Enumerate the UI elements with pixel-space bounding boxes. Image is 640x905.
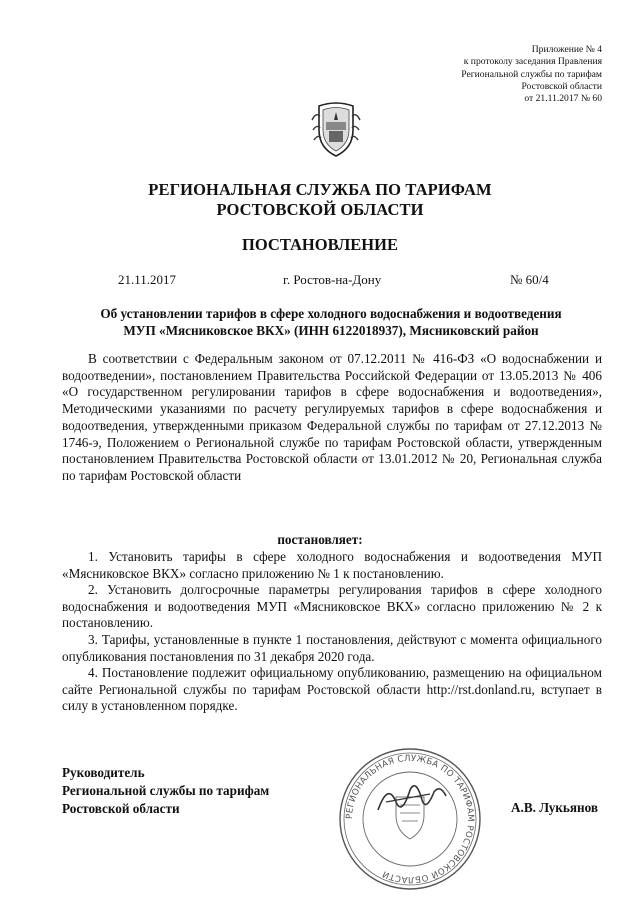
resolves-heading: постановляет:	[277, 532, 363, 547]
appendix-line: от 21.11.2017 № 60	[524, 93, 602, 105]
appendix-note	[461, 44, 602, 105]
signatory-title-line: Руководитель	[62, 765, 145, 780]
agency-name-line: РЕГИОНАЛЬНАЯ СЛУЖБА ПО ТАРИФАМ	[148, 180, 492, 199]
rostov-coat-of-arms-icon	[310, 100, 362, 158]
document-number: № 60/4	[510, 272, 549, 287]
document-type-title: ПОСТАНОВЛЕНИЕ	[242, 235, 398, 254]
preamble-paragraph: В соответствии с Федеральным законом от 07.12.2011 № 416-ФЗ «О водоснабжении и водоотведении», постановлением Правительства Российской Федерации от 13.05.2013 № 406 «О государственном регулировании тарифов в сфере водоснабжения и водоотведения», Методическими указаниями по расчету регулируемых тарифов в сфере водоснабжения и водоотведения, утвержденными приказом Федеральной службы по тарифам от 27.12.2013 № 1746-э, Положением о Региональной службе по тарифам Ростовской области, утвержденным постановлением Правительства Ростовской области от 13.01.2012 № 20, Региональная служба по тарифам Ростовской области	[62, 351, 602, 483]
appendix-line: к протоколу заседания Правления	[463, 56, 602, 68]
appendix-line: Ростовской области	[521, 80, 602, 92]
signatory-title	[62, 764, 269, 818]
appendix-line: Региональной службы по тарифам	[461, 68, 602, 80]
subject-line: Об установлении тарифов в сфере холодного водоснабжения и водоотведения	[100, 306, 562, 321]
handwritten-signature	[372, 772, 452, 822]
signatory-title-line: Региональной службы по тарифам	[62, 783, 270, 798]
signatory-title-line: Ростовской области	[62, 801, 180, 816]
document-place: г. Ростов-на-Дону	[283, 272, 382, 287]
resolution-items	[62, 549, 602, 715]
signatory-name: А.В. Лукьянов	[511, 800, 598, 815]
document-subject	[36, 305, 626, 339]
agency-name	[0, 180, 640, 220]
resolution-item: 2. Установить долгосрочные параметры регулирования тарифов в сфере холодного водоснабжения и водоотведения МУП «Мясниковское ВКХ» согласно приложению № 2 к постановлению.	[62, 582, 602, 631]
resolution-item: 3. Тарифы, установленные в пункте 1 постановления, действуют с момента официального опубликования постановления по 31 декабря 2020 года.	[62, 631, 602, 664]
resolution-item: 4. Постановление подлежит официальному опубликованию, размещению на официальном сайте Региональной службы по тарифам Ростовской области http://rst.donland.ru, вступает в силу в установленном порядке.	[62, 665, 602, 714]
resolution-item: 1. Установить тарифы в сфере холодного водоснабжения и водоотведения МУП «Мясниковское ВКХ» согласно приложению № 1 к постановлению.	[62, 549, 602, 581]
subject-line: МУП «Мясниковское ВКХ» (ИНН 6122018937), Мясниковский район	[123, 323, 539, 338]
seal-text: РЕГИОНАЛЬНАЯ СЛУЖБА ПО ТАРИФАМ РОСТОВСКОЙ ОБЛАСТИ	[344, 753, 476, 885]
agency-name-line: РОСТОВСКОЙ ОБЛАСТИ	[216, 200, 424, 219]
appendix-line: Приложение № 4	[531, 44, 602, 55]
document-date: 21.11.2017	[118, 272, 177, 287]
